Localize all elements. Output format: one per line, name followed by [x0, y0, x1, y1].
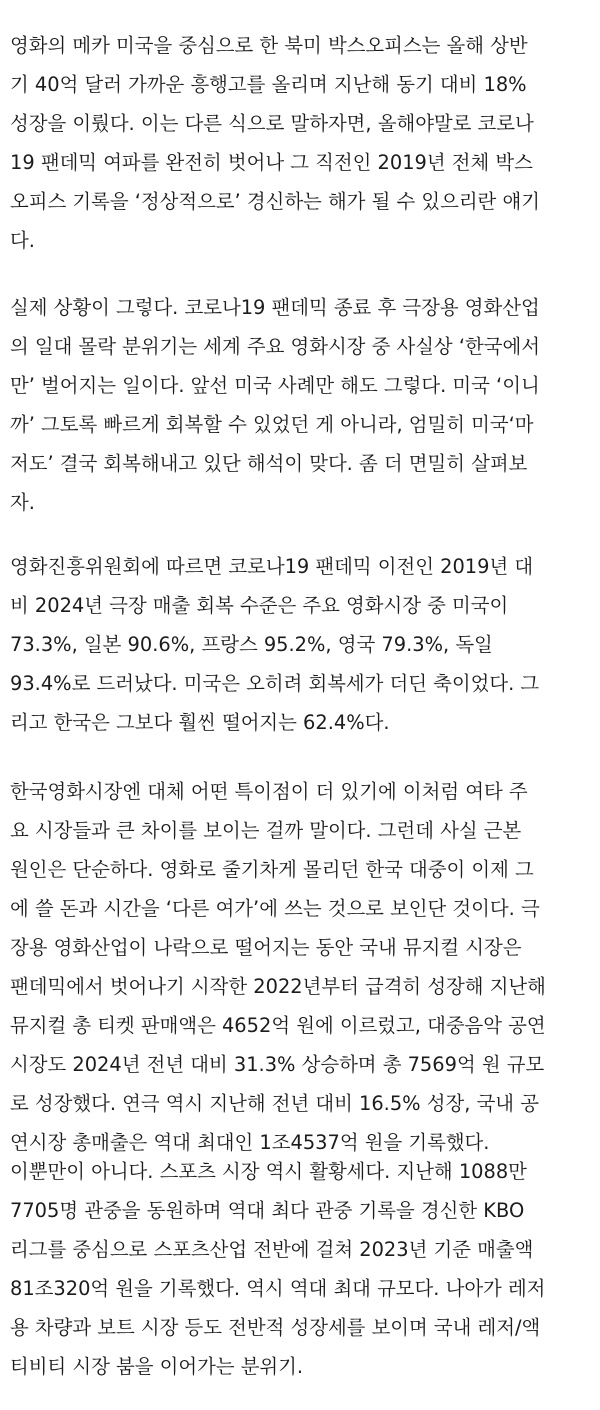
text-line: 의 일대 몰락 분위기는 세계 주요 영화시장 중 사실상 ‘한국에서: [10, 335, 540, 358]
text-line: 자.: [10, 491, 35, 514]
text-line: 원인은 단순하다. 영화로 줄기차게 몰리던 한국 대중이 이제 그: [10, 858, 534, 881]
text-line: 장용 영화산업이 나락으로 떨어지는 동안 국내 뮤지컬 시장은: [10, 936, 522, 959]
paragraph-5: [10, 1152, 590, 1386]
text-line: 영화의 메카 미국을 중심으로 한 북미 박스오피스는 올해 상반: [10, 34, 528, 57]
text-line: 에 쓸 돈과 시간을 ‘다른 여가’에 쓰는 것으로 보인단 것이다. 극: [10, 897, 540, 920]
text-line: 팬데믹에서 벗어나기 시작한 2022년부터 급격히 성장해 지난해: [10, 975, 546, 998]
text-line: 실제 상황이 그렇다. 코로나19 팬데믹 종료 후 극장용 영화산업: [10, 296, 540, 319]
text-line: 용 차량과 보트 시장 등도 전반적 성장세를 보이며 국내 레저/액: [10, 1316, 541, 1339]
text-line: 연시장 총매출은 역대 최대인 1조4537억 원을 기록했다.: [10, 1131, 490, 1154]
text-line: 한국영화시장엔 대체 어떤 특이점이 더 있기에 이처럼 여타 주: [10, 780, 528, 803]
text-line: 비 2024년 극장 매출 회복 수준은 주요 영화시장 중 미국이: [10, 594, 509, 617]
text-line: 오피스 기록을 ‘정상적으로’ 경신하는 해가 될 수 있으리란 얘기: [10, 190, 540, 213]
text-line: 까’ 그토록 빠르게 회복할 수 있었던 게 아니라, 엄밀히 미국‘마: [10, 413, 534, 436]
text-line: 이뿐만이 아니다. 스포츠 시장 역시 활황세다. 지난해 1088만: [10, 1160, 527, 1183]
text-line: 93.4%로 드러났다. 미국은 오히려 회복세가 더딘 축이었다. 그: [10, 672, 540, 695]
text-line: 기 40억 달러 가까운 흥행고를 올리며 지난해 동기 대비 18%: [10, 73, 527, 96]
text-line: 리그를 중심으로 스포츠산업 전반에 걸쳐 2023년 기준 매출액: [10, 1238, 534, 1261]
text-line: 81조320억 원을 기록했다. 역시 역대 최대 규모다. 나아가 레저: [10, 1277, 546, 1300]
text-line: 영화진흥위원회에 따르면 코로나19 팬데믹 이전인 2019년 대: [10, 555, 534, 578]
text-line: 티비티 시장 붐을 이어가는 분위기.: [10, 1355, 304, 1378]
text-line: 뮤지컬 총 티켓 판매액은 4652억 원에 이르렀고, 대중음악 공연: [10, 1014, 546, 1037]
paragraph-3: [10, 547, 590, 742]
text-line: 19 팬데믹 여파를 완전히 벗어나 그 직전인 2019년 전체 박스: [10, 151, 533, 174]
text-line: 만’ 벌어지는 일이다. 앞선 미국 사례만 해도 그렇다. 미국 ‘이니: [10, 374, 540, 397]
paragraph-2: [10, 288, 590, 522]
paragraph-1: [10, 26, 590, 260]
text-line: 리고 한국은 그보다 훨씬 떨어지는 62.4%다.: [10, 711, 390, 734]
text-line: 7705명 관중을 동원하며 역대 최다 관중 기록을 경신한 KBO: [10, 1199, 525, 1222]
text-line: 73.3%, 일본 90.6%, 프랑스 95.2%, 영국 79.3%, 독일: [10, 633, 493, 656]
text-line: 성장을 이뤘다. 이는 다른 식으로 말하자면, 올해야말로 코로나: [10, 112, 534, 135]
paragraph-4: [10, 772, 590, 1162]
text-line: 다.: [10, 229, 35, 252]
text-line: 요 시장들과 큰 차이를 보이는 걸까 말이다. 그런데 사실 근본: [10, 819, 522, 842]
text-line: 로 성장했다. 연극 역시 지난해 전년 대비 16.5% 성장, 국내 공: [10, 1092, 539, 1115]
text-line: 저도’ 결국 회복해내고 있단 해석이 맞다. 좀 더 면밀히 살펴보: [10, 452, 528, 475]
text-line: 시장도 2024년 전년 대비 31.3% 상승하며 총 7569억 원 규모: [10, 1053, 545, 1076]
